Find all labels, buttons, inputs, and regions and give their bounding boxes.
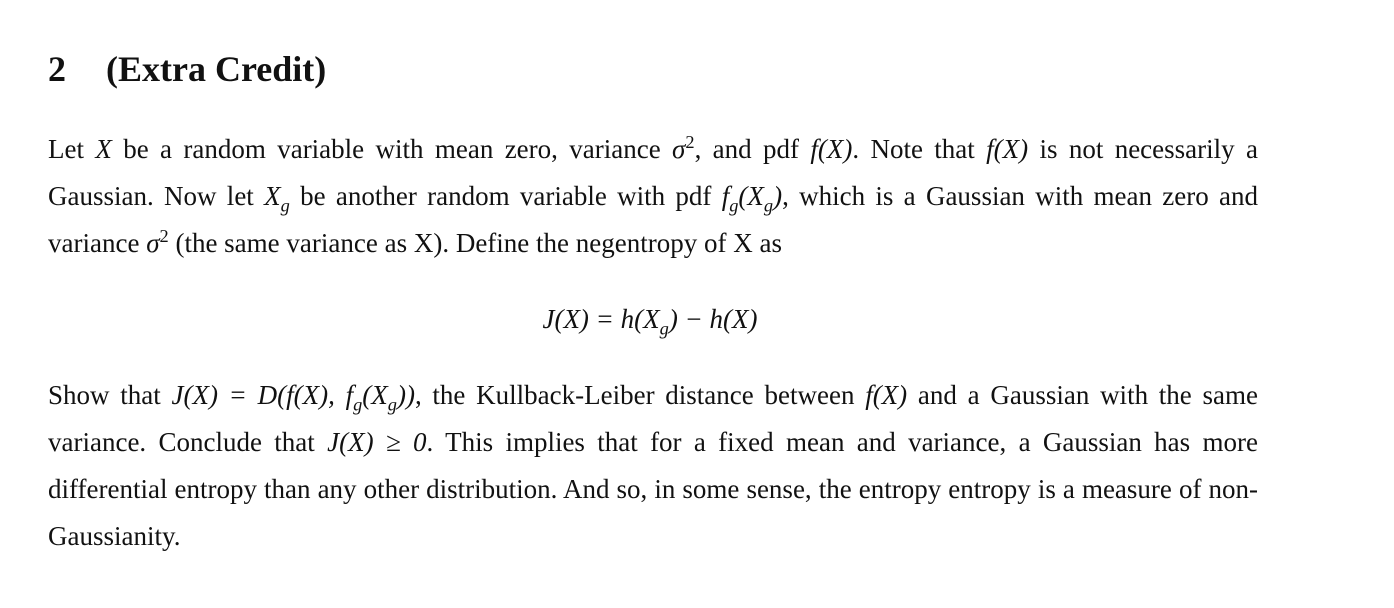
- section-number: 2: [48, 49, 66, 89]
- math-expression: J(X) ≥ 0: [327, 427, 427, 457]
- math-expression: J(X) = D(f(X), f: [171, 380, 354, 410]
- math-variable: σ: [672, 134, 686, 164]
- math-subscript: g: [763, 195, 774, 216]
- math-expression: f(X): [810, 134, 853, 164]
- math-subscript: g: [659, 318, 669, 339]
- math-subscript: g: [280, 195, 290, 216]
- math-subscript: g: [729, 195, 739, 216]
- math-subscript: g: [387, 394, 397, 415]
- text-run: Show that: [48, 380, 172, 410]
- math-expression: ): [773, 181, 783, 211]
- text-run: is not necessarily a Gaussian. Now let: [48, 134, 1258, 211]
- math-expression: f: [721, 181, 730, 211]
- section-title: (Extra Credit): [106, 49, 327, 89]
- equation-part: ) − h(X): [668, 304, 758, 334]
- text-run: and a Gaussian with the same variance. Conclude that: [48, 380, 1258, 457]
- math-subscript: g: [353, 394, 363, 415]
- math-expression: f(X): [986, 134, 1029, 164]
- text-run: . This implies that for a fixed mean and variance, a Gaussian has more differential entropy than any other distribution. And so, in some sense, the entropy entropy is a measure of non-Gaussianity.: [48, 427, 1258, 551]
- text-run: , the Kullback-Leiber distance between: [414, 380, 866, 410]
- negentropy-equation: [0, 296, 1300, 343]
- text-run: be a random variable with mean zero, variance: [111, 134, 673, 164]
- text-run: Let: [48, 134, 96, 164]
- text-run: , and pdf: [694, 134, 811, 164]
- math-expression: )): [396, 380, 415, 410]
- math-expression: (X: [738, 181, 764, 211]
- text-run: , which is a Gaussian with mean zero and variance: [48, 181, 1259, 258]
- problem-statement-paragraph: [48, 126, 1258, 267]
- task-paragraph: [48, 372, 1258, 560]
- text-run: . Note that: [852, 134, 987, 164]
- math-variable: X: [95, 134, 112, 164]
- equation-part: J(X) = h(X: [542, 304, 660, 334]
- math-variable: X: [264, 181, 281, 211]
- text-run: be another random variable with pdf: [289, 181, 722, 211]
- math-expression: f(X): [865, 380, 908, 410]
- math-expression: (X: [362, 380, 388, 410]
- math-superscript: 2: [685, 132, 695, 152]
- math-superscript: 2: [159, 226, 169, 246]
- math-variable: σ: [146, 228, 160, 258]
- text-run: (the same variance as X). Define the negentropy of X as: [168, 228, 782, 258]
- section-heading: [48, 44, 326, 94]
